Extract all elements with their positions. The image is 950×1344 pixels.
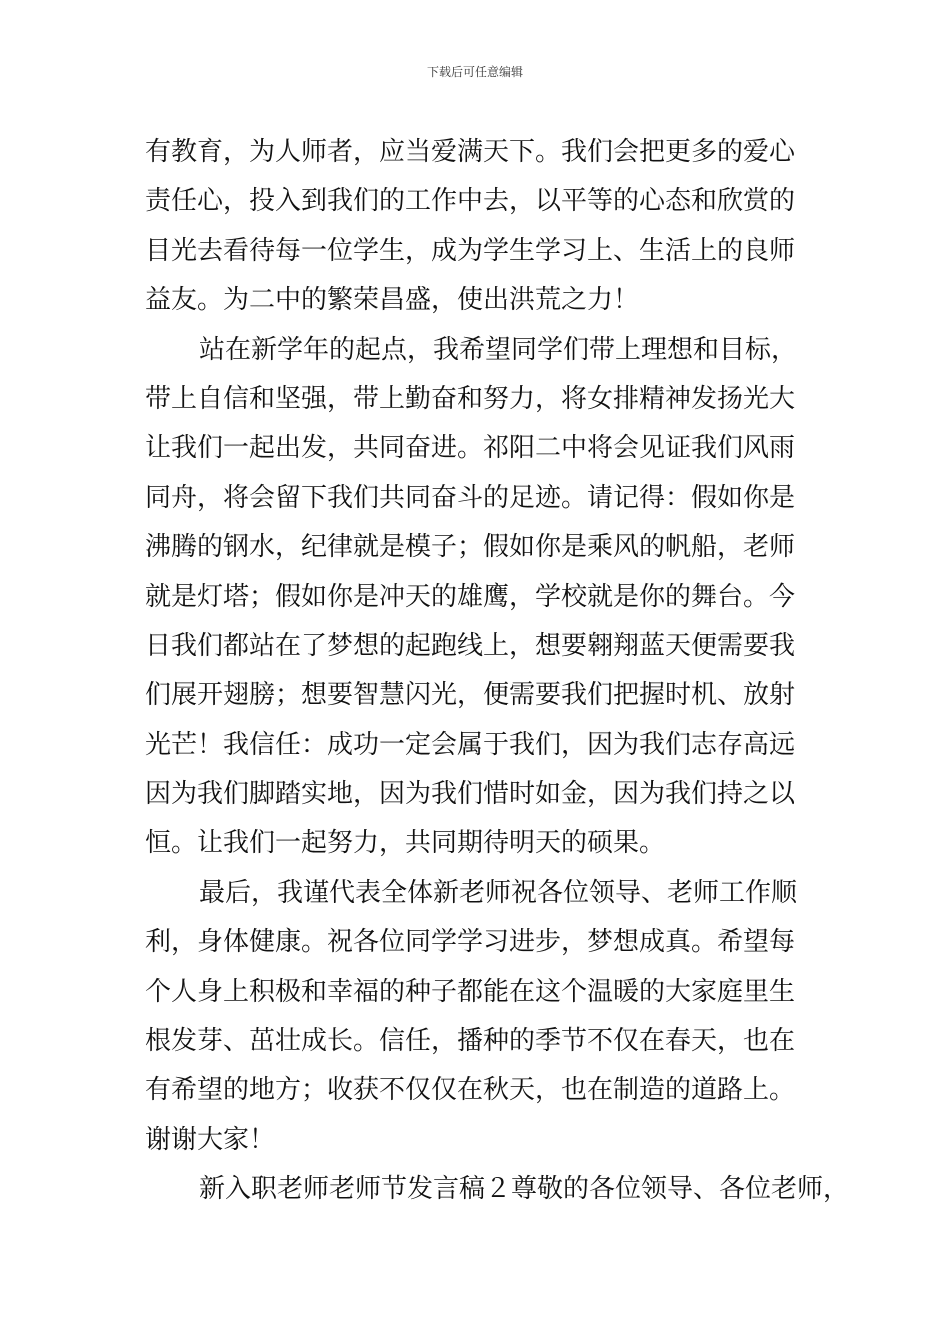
text-line: 有教育，为人师者，应当爱满天下。我们会把更多的爱心: [145, 137, 796, 167]
text-line: 益友。为二中的繁荣昌盛，使出洪荒之力！: [145, 285, 640, 316]
text-line: 有希望的地方；收获不仅仅在秋天，也在制造的道路上。: [145, 1075, 796, 1106]
text-line: 最后，我谨代表全体新老师祝各位领导、老师工作顺: [199, 877, 798, 908]
text-line: 新入职老师老师节发言稿２尊敬的各位领导、各位老师，: [199, 1174, 850, 1205]
text-line: 同舟，将会留下我们共同奋斗的足迹。请记得：假如你是: [145, 482, 796, 513]
text-line: 责任心，投入到我们的工作中去，以平等的心态和欣赏的: [145, 186, 796, 217]
text-line: 目光去看待每一位学生，成为学生学习上、生活上的良师: [145, 235, 796, 266]
text-line: 站在新学年的起点，我希望同学们带上理想和目标，: [199, 334, 798, 365]
text-line: 利，身体健康。祝各位同学学习进步，梦想成真。希望每: [145, 927, 796, 958]
text-line: 因为我们脚踏实地，因为我们惜时如金，因为我们持之以: [145, 779, 796, 810]
text-line: 就是灯塔；假如你是冲天的雄鹰，学校就是你的舞台。今: [145, 581, 796, 612]
document-body: [145, 128, 850, 1215]
text-line: 谢谢大家！: [145, 1124, 276, 1155]
text-line: 恒。让我们一起努力，共同期待明天的硕果。: [145, 828, 666, 859]
text-line: 个人身上积极和幸福的种子都能在这个温暖的大家庭里生: [145, 976, 796, 1007]
text-line: 沸腾的钢水，纪律就是模子；假如你是乘风的帆船，老师: [145, 532, 796, 563]
text-line: 们展开翅膀；想要智慧闪光，便需要我们把握时机、放射: [145, 680, 796, 711]
text-line: 根发芽、茁壮成长。信任，播种的季节不仅在春天，也在: [145, 1026, 796, 1057]
text-line: 光芒！我信任：成功一定会属于我们，因为我们志存高远: [145, 729, 796, 760]
text-line: 日我们都站在了梦想的起跑线上，想要翱翔蓝天便需要我: [145, 630, 796, 661]
page-header: 下载后可任意编辑: [426, 65, 523, 79]
text-line: 带上自信和坚强，带上勤奋和努力，将女排精神发扬光大: [145, 383, 796, 414]
text-line: 让我们一起出发，共同奋进。祁阳二中将会见证我们风雨: [145, 433, 796, 464]
